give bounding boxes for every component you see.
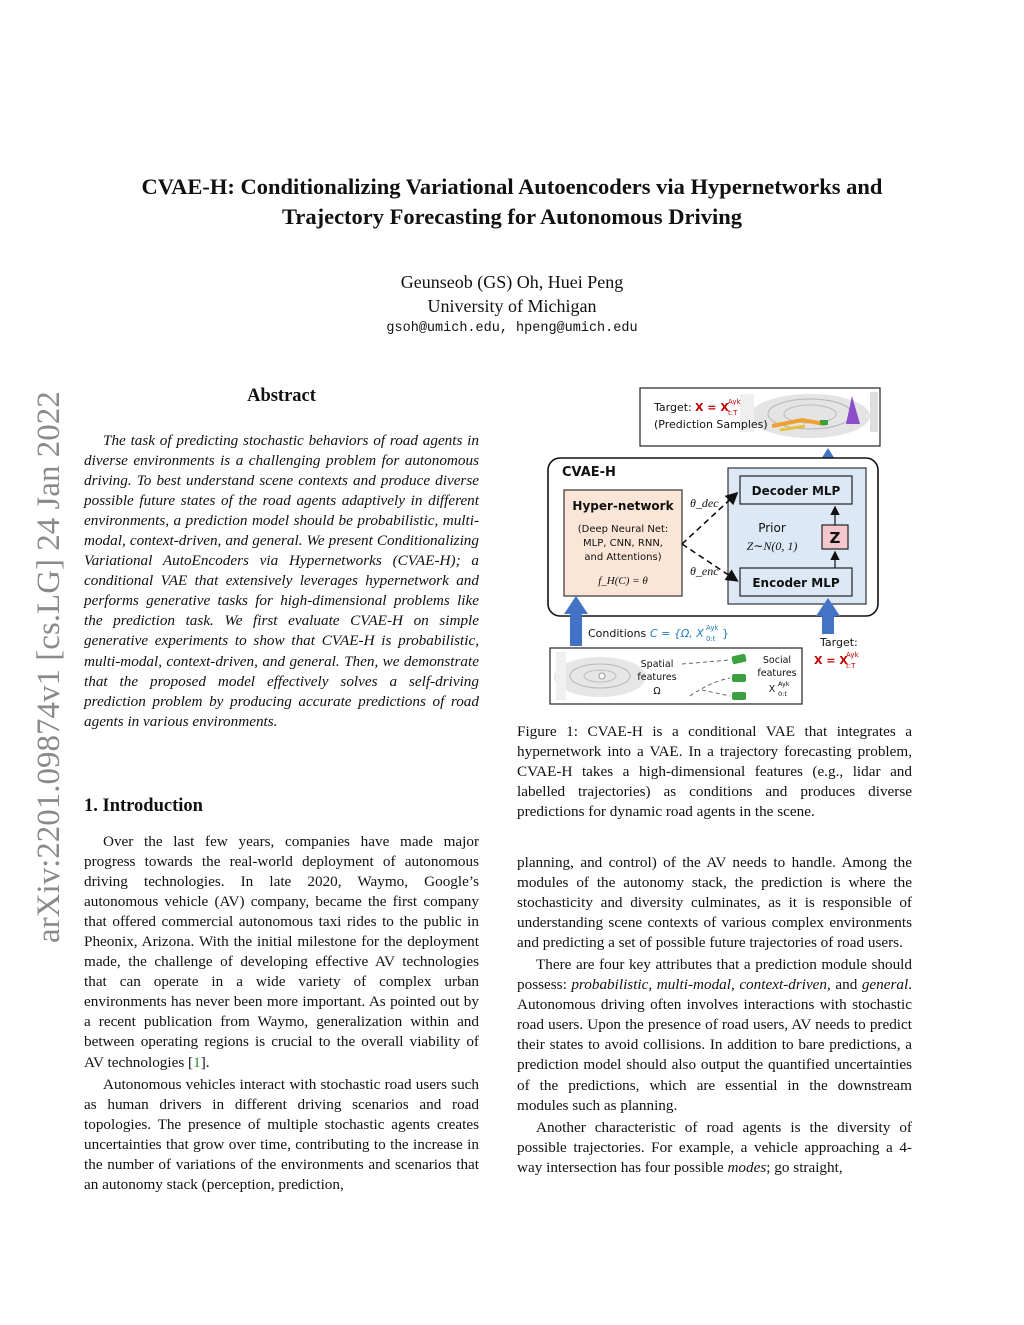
theta-dec-label: θ_dec: [690, 496, 719, 510]
abstract-heading: Abstract: [247, 386, 316, 406]
right-p2-text: There are four key attributes that a prediction module should possess:: [517, 956, 912, 994]
conditions-label: Conditions: [588, 627, 647, 640]
hypernetwork-function: f_H(C) = θ: [598, 575, 648, 587]
affiliation: University of Michigan: [427, 296, 597, 316]
right-paragraph-1: planning, and control) of the AV needs to handle. Among the modules of the autonomy stack, the prediction is where the stochasticity and diversity culminates, as it is responsible of understanding scene contexts of various complex environments and predicting a set of possible future trajectories of road users.: [517, 854, 912, 952]
prior-distribution: Z∼N(0, 1): [746, 539, 798, 553]
decoder-label: Decoder MLP: [751, 484, 841, 498]
prior-label: Prior: [758, 521, 786, 535]
right-p2-rest: . Autonomous driving often involves interactions with stochastic road users. Upon the presence of road users, AV needs to predict their states to avoid collisions. In addition to bare predictions, a prediction model should also output the quantified uncertainties of the predictions, which are essential in the downstream modules such as planning.: [517, 976, 913, 1114]
conditions-close: }: [722, 627, 729, 640]
spatial-features-2: features: [637, 672, 677, 683]
author-block: [60, 270, 964, 318]
term-multi-modal: multi-modal: [656, 976, 731, 994]
title-line-2: Trajectory Forecasting for Autonomous Driving: [282, 204, 742, 229]
hypernetwork-desc-3: and Attentions): [584, 552, 662, 563]
abstract-body: [84, 431, 479, 732]
figure-1-caption: [517, 722, 912, 822]
intro-p1-end: ].: [200, 1053, 210, 1071]
spatial-features-3: Ω: [653, 686, 661, 697]
right-p3-text: Another characteristic of road agents is the diversity of possible trajectories. For example, a vehicle approaching a 4-way intersection has four possible: [517, 1118, 912, 1176]
emails: gsoh@umich.edu, hpeng@umich.edu: [386, 321, 638, 336]
target-bottom-x: X = X: [814, 654, 848, 667]
conditions-sup: Ayk: [706, 624, 719, 632]
term-modes: modes: [727, 1158, 767, 1176]
right-p3-rest: ; go straight,: [766, 1158, 843, 1176]
target-top-sub: t:T: [728, 409, 738, 417]
social-features-sub: 0:t: [778, 690, 787, 698]
right-p2-sep-3: , and: [827, 976, 862, 994]
conditions-expression: C = {Ω, X: [650, 627, 704, 640]
cvae-h-label: CVAE-H: [562, 465, 616, 480]
arxiv-stamp: [26, 365, 66, 945]
right-paragraph-2: [517, 955, 912, 1115]
title-line-1: CVAE-H: Conditionalizing Variational Autoencoders via Hypernetworks and: [141, 174, 883, 199]
social-features-2: features: [757, 668, 797, 679]
right-paragraph-3: [517, 1118, 912, 1178]
term-general: general: [861, 976, 909, 994]
social-features-sup: Ayk: [778, 680, 790, 688]
intro-paragraph-2: Autonomous vehicles interact with stochastic road users such as human drivers in different driving scenarios and road topologies. The presence of multiple stochastic agents creates uncertainties that grow over time, contributing to the increase in the number of variations of the environments and scenarios that an autonomy stack (perception, prediction,: [84, 1075, 479, 1193]
social-features-3: X: [768, 684, 776, 695]
right-p2-sep-1: ,: [648, 976, 657, 994]
right-column-body: [517, 853, 912, 1178]
conditions-sub: 0:t: [706, 635, 716, 643]
intro-heading: 1. Introduction: [84, 796, 203, 816]
hypernetwork-desc-1: (Deep Neural Net:: [577, 524, 669, 535]
hypernetwork-title: Hyper-network: [572, 499, 674, 513]
spatial-features-1: Spatial: [640, 659, 674, 670]
right-p2-sep-2: ,: [730, 976, 740, 994]
term-context-driven: context-driven: [739, 976, 828, 994]
intro-p1-text: Over the last few years, companies have made major progress towards the real-world deployment of autonomous driving technologies. In late 2020, Waymo, Google’s autonomous vehicle (AV) company, became the first company that offered commercial autonomous taxi rides to the public in Pheonix, Arizona. With the initial milestone for the deployment made, the challenge of developing effective AV technologies that can operate in a wide variety of complex urban environments has never been more important. As pointed out by a recent publication from Waymo, generalization within and between operating regions is crucial to the overall viability of AV technologies [: [84, 833, 479, 1071]
term-probabilistic: probabilistic: [571, 976, 649, 994]
abstract-paragraph: The task of predicting stochastic behaviors of road agents in diverse environments is a challenging problem for autonomous driving. To best understand scene contexts and produce diverse possible future states of the road agents adaptively in different environments, a prediction model should be probabilistic, multi-modal, context-driven, and general. We present Conditionalizing Variational AutoEncoders via Hypernetworks (CVAE-H); a conditional VAE that extensively leverages hypernetwork and performs generative tasks for high-dimensional problems like the prediction task. We first evaluate CVAE-H on simple generative experiments to show that CVAE-H is probabilistic, multi-modal, context-driven, and general. Then, we demonstrate that the proposed model effectively solves a self-driving prediction problem by producing accurate predictions of road agents in various environments.: [84, 432, 479, 730]
arxiv-id: arXiv:2201.09874v1 [cs.LG] 24 Jan 2022: [31, 391, 67, 943]
intro-paragraph-1: [84, 832, 479, 1073]
social-features-1: Social: [762, 655, 792, 666]
citation-link[interactable]: 1: [193, 1053, 201, 1071]
target-bottom-label: Target:: [820, 636, 858, 649]
target-top-sup: Ayk: [728, 398, 741, 406]
intro-body: [84, 832, 479, 1195]
prediction-samples-label: (Prediction Samples): [654, 418, 768, 431]
target-bottom-sub: t:T: [846, 662, 856, 670]
paper-title: [60, 172, 964, 232]
encoder-label: Encoder MLP: [752, 576, 840, 590]
target-bottom-sup: Ayk: [846, 651, 859, 659]
target-top-label: Target:: [654, 401, 692, 414]
latent-z-label: Z: [829, 529, 841, 547]
hypernetwork-desc-2: MLP, CNN, RNN,: [583, 538, 663, 549]
caption-text: Figure 1: CVAE-H is a conditional VAE that integrates a hypernetwork into a VAE. In a trajectory forecasting problem, CVAE-H takes a high-dimensional features (e.g., lidar and labelled trajectories) as conditions and produces diverse predictions for dynamic road agents in the scene.: [517, 723, 912, 821]
target-top-x: X = X: [695, 401, 729, 414]
theta-enc-label: θ_enc: [690, 564, 719, 578]
authors: Geunseob (GS) Oh, Huei Peng: [400, 272, 624, 292]
figure-1-diagram: [540, 384, 892, 709]
